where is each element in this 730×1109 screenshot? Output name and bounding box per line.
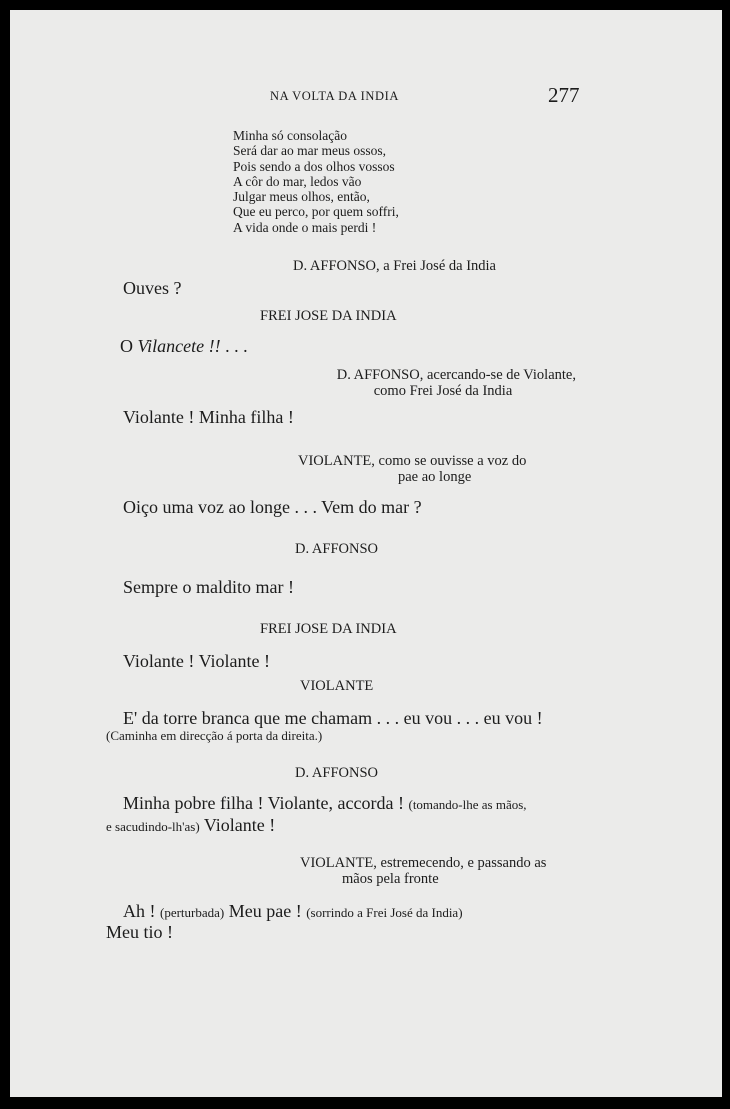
stage-direction-inline: (tomando-lhe as mãos,: [408, 797, 527, 812]
stage-direction-line: D. AFFONSO, acercando-se de Violante,: [336, 367, 576, 383]
dialogue-line: Oiço uma voz ao longe . . . Vem do mar ?: [123, 497, 422, 517]
dialogue-line: Ouves ?: [123, 278, 182, 298]
stage-direction-line: VIOLANTE, estremecendo, e passando as: [300, 855, 547, 871]
dialogue-text: . . .: [220, 336, 248, 356]
dialogue-line: Violante ! Minha filha !: [123, 407, 294, 427]
verse-line: A côr do mar, ledos vão: [233, 173, 362, 189]
dialogue-line: E' da torre branca que me chamam . . . eu vou . . . eu vou !: [123, 708, 543, 728]
verse-line: Minha só consolação: [233, 128, 347, 143]
verse-line: Que eu perco, por quem soffri,: [233, 204, 399, 220]
dialogue-text: O: [120, 336, 138, 356]
verse-line: Será dar ao mar meus ossos,: [233, 143, 386, 159]
running-title: NA VOLTA DA INDIA: [270, 89, 399, 103]
dialogue-line: [106, 815, 275, 836]
speaker-heading: FREI JOSE DA INDIA: [260, 308, 397, 324]
dialogue-line: [123, 901, 463, 922]
stage-direction-line: pae ao longe: [398, 469, 472, 485]
dialogue-text: Violante !: [203, 815, 276, 835]
dialogue-line: [120, 336, 248, 357]
stage-direction-line: mãos pela fronte: [342, 871, 439, 887]
book-page: [10, 10, 722, 1097]
stage-direction: [270, 367, 576, 399]
stage-direction: (Caminha em direcção á porta da direita.): [106, 728, 323, 743]
verse-block: [233, 128, 399, 235]
stage-direction: [300, 855, 546, 887]
page-number: 277: [548, 83, 580, 107]
stage-direction-line: como Frei José da India: [373, 383, 513, 399]
stage-direction: [298, 453, 526, 485]
stage-direction-line: VIOLANTE, como se ouvisse a voz do: [298, 453, 527, 469]
verse-line: Julgar meus olhos, então,: [233, 189, 370, 205]
stage-direction: D. AFFONSO, a Frei José da India: [293, 258, 496, 274]
dialogue-text: Meu pae !: [228, 901, 302, 921]
dialogue-line: Violante ! Violante !: [123, 651, 270, 671]
stage-direction-inline: (sorrindo a Frei José da India): [306, 905, 463, 920]
speaker-heading: D. AFFONSO: [295, 765, 378, 781]
dialogue-text: Ah !: [123, 901, 156, 921]
italic-text: Vilancete !!: [137, 336, 221, 356]
dialogue-line: Sempre o maldito mar !: [123, 577, 294, 597]
verse-line: A vida onde o mais perdi !: [233, 219, 377, 235]
dialogue-line: [123, 793, 527, 814]
dialogue-text: Minha pobre filha ! Violante, accorda !: [123, 793, 404, 813]
speaker-heading: VIOLANTE: [300, 678, 374, 694]
verse-line: Pois sendo a dos olhos vossos: [233, 158, 395, 174]
dialogue-line: Meu tio !: [106, 922, 173, 942]
stage-direction-inline: (perturbada): [160, 905, 225, 920]
speaker-heading: FREI JOSE DA INDIA: [260, 621, 397, 637]
speaker-heading: D. AFFONSO: [295, 541, 378, 557]
stage-direction-inline: e sacudindo-lh'as): [106, 819, 200, 834]
